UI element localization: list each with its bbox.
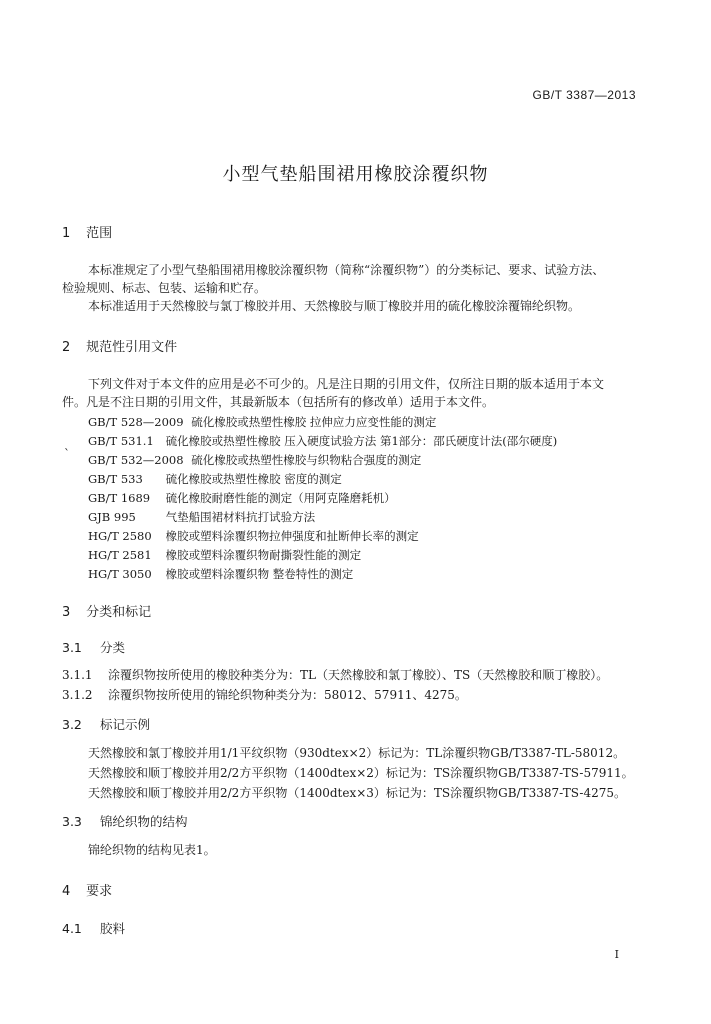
marking-example-line: 天然橡胶和氯丁橡胶并用1/1平纹织物（930dtex×2）标记为：TL涂覆织物GB/T3387-TL-58012。 [88, 746, 626, 760]
subsection-title: 胶料 [99, 921, 125, 936]
reference-code: GB/T 1689 [88, 491, 151, 505]
reference-item [88, 509, 315, 525]
subsection-number: 3.3 [62, 814, 82, 829]
subsection-title: 分类 [99, 640, 125, 655]
section-1-heading [62, 222, 112, 241]
section-3-heading [62, 601, 151, 620]
stray-scan-mark: ` [64, 447, 70, 461]
reference-title: 橡胶或塑料涂覆织物耐撕裂性能的测定 [165, 548, 362, 562]
reference-code: GB/T 528—2009 [88, 415, 184, 429]
clause-text: 涂覆织物按所使用的橡胶种类分为：TL（天然橡胶和氯丁橡胶）、TS（天然橡胶和顺丁橡胶）。 [108, 668, 609, 682]
reference-title: 硫化橡胶或热塑性橡胶 压入硬度试验方法 第1部分：邵氏硬度计法(邵尔硬度) [165, 434, 558, 448]
references-intro-line-1: 下列文件对于本文件的应用是必不可少的。凡是注日期的引用文件，仅所注日期的版本适用于本文 [88, 377, 605, 391]
reference-item [88, 433, 557, 449]
scope-para-1-line-2: 检验规则、标志、包装、运输和贮存。 [62, 281, 267, 295]
clause-number: 3.1.1 [62, 668, 93, 682]
reference-title: 硫化橡胶或热塑性橡胶 密度的测定 [165, 472, 342, 486]
reference-title: 硫化橡胶或热塑性橡胶与织物粘合强度的测定 [191, 453, 422, 467]
scope-para-2: 本标准适用于天然橡胶与氯丁橡胶并用、天然橡胶与顺丁橡胶并用的硫化橡胶涂覆锦纶织物。 [88, 299, 581, 313]
section-title: 要求 [86, 884, 113, 899]
section-title: 范围 [86, 226, 113, 241]
reference-item [88, 414, 436, 430]
reference-code: HG/T 3050 [88, 567, 152, 581]
section-4-heading [62, 880, 112, 899]
subsection-4-1-heading [62, 919, 125, 937]
section-title: 规范性引用文件 [86, 340, 178, 355]
reference-code: GB/T 532—2008 [88, 453, 184, 467]
clause-number: 3.1.2 [62, 688, 93, 702]
section-number: 4 [62, 884, 71, 899]
reference-item [88, 490, 396, 506]
scope-para-1-line-1: 本标准规定了小型气垫船围裙用橡胶涂覆织物（简称“涂覆织物”）的分类标记、要求、试验方法、 [88, 263, 605, 277]
clause-3-1-1 [62, 666, 608, 684]
document-title: 小型气垫船围裙用橡胶涂覆织物 [222, 164, 489, 185]
subsection-number: 3.1 [62, 640, 82, 655]
page-number: I [614, 948, 619, 961]
fabric-structure-note: 锦纶织物的结构见表1。 [88, 843, 216, 857]
marking-example-line: 天然橡胶和顺丁橡胶并用2/2方平织物（1400dtex×2）标记为：TS涂覆织物GB/T3387-TS-57911。 [88, 766, 634, 780]
reference-title: 橡胶或塑料涂覆织物拉伸强度和扯断伸长率的测定 [165, 529, 419, 543]
reference-code: HG/T 2580 [88, 529, 152, 543]
subsection-3-2-heading [62, 715, 150, 733]
subsection-title: 锦纶织物的结构 [99, 814, 188, 829]
reference-item [88, 528, 419, 544]
subsection-number: 3.2 [62, 717, 82, 732]
reference-code: GB/T 533 [88, 472, 143, 486]
reference-item [88, 566, 353, 582]
standard-code: GB/T 3387—2013 [532, 88, 636, 102]
subsection-title: 标记示例 [99, 717, 150, 732]
reference-title: 硫化橡胶耐磨性能的测定（用阿克隆磨耗机） [165, 491, 396, 505]
reference-title: 硫化橡胶或热塑性橡胶 拉伸应力应变性能的测定 [191, 415, 437, 429]
section-title: 分类和标记 [86, 605, 152, 620]
clause-text: 涂覆织物按所使用的锦纶织物种类分为：58012、57911、4275。 [108, 688, 467, 702]
reference-item [88, 547, 361, 563]
section-number: 3 [62, 605, 71, 620]
section-2-heading [62, 336, 177, 355]
subsection-number: 4.1 [62, 921, 82, 936]
subsection-3-3-heading [62, 812, 188, 830]
reference-code: GJB 995 [88, 510, 136, 524]
references-intro-line-2: 件。凡是不注日期的引用文件，其最新版本（包括所有的修改单）适用于本文件。 [62, 395, 495, 409]
subsection-3-1-heading [62, 638, 125, 656]
reference-code: GB/T 531.1 [88, 434, 154, 448]
reference-item [88, 471, 342, 487]
reference-title: 橡胶或塑料涂覆织物 整卷特性的测定 [165, 567, 354, 581]
clause-3-1-2 [62, 686, 467, 704]
reference-item [88, 452, 421, 468]
section-number: 2 [62, 340, 71, 355]
reference-title: 气垫船围裙材料抗打试验方法 [165, 510, 316, 524]
section-number: 1 [62, 226, 71, 241]
reference-code: HG/T 2581 [88, 548, 152, 562]
marking-example-line: 天然橡胶和顺丁橡胶并用2/2方平织物（1400dtex×3）标记为：TS涂覆织物GB/T3387-TS-4275。 [88, 786, 627, 800]
